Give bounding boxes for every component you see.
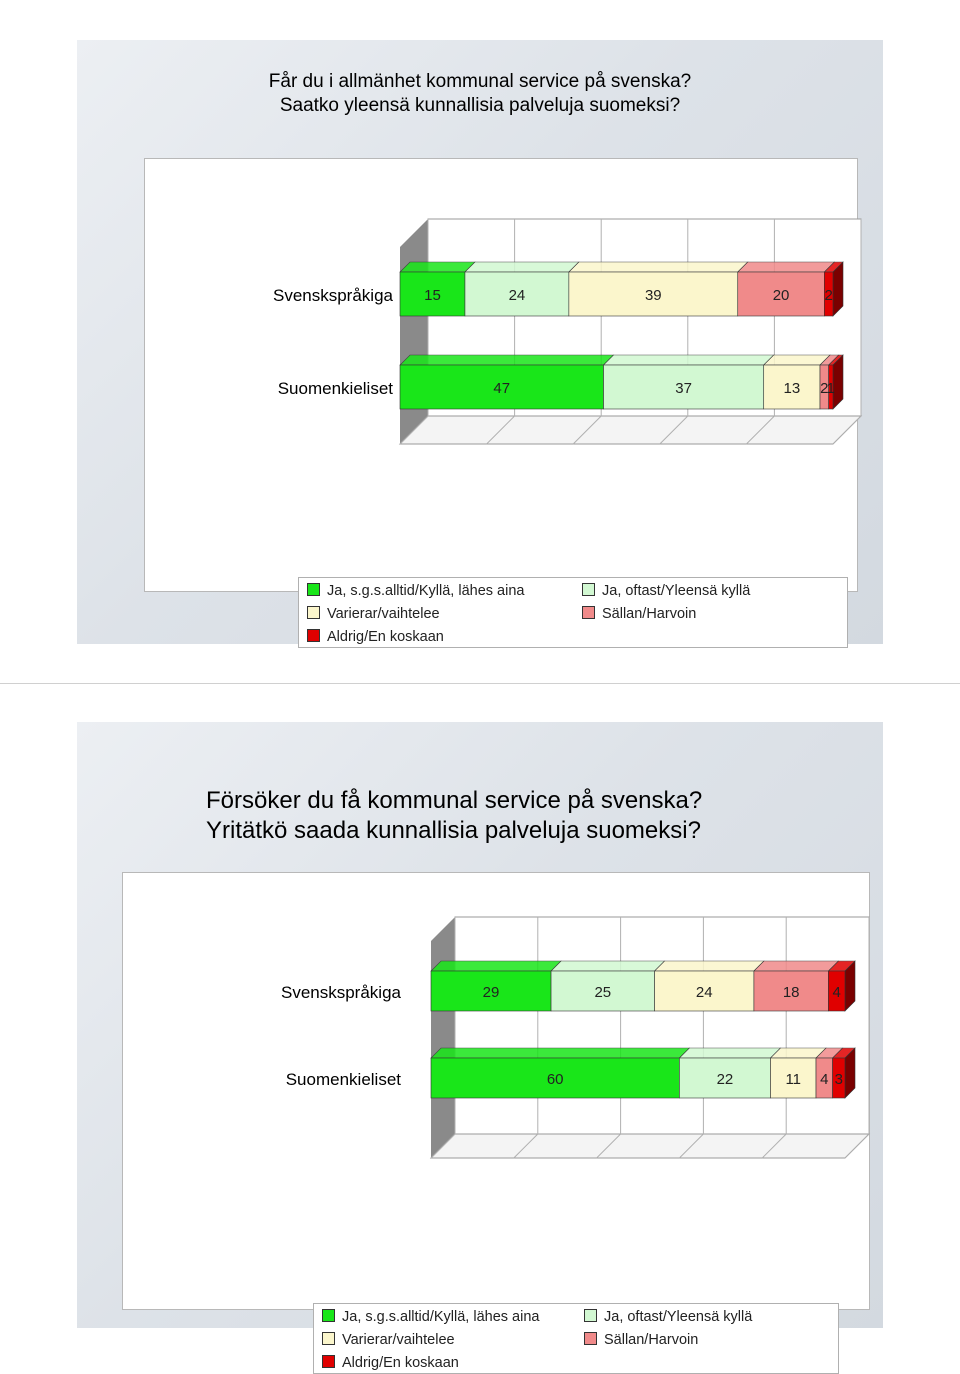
- bar-segment-top: [738, 262, 835, 272]
- legend-label: Ja, oftast/Yleensä kyllä: [604, 1309, 753, 1325]
- legend-item: [322, 1308, 539, 1326]
- category-label: Suomenkieliset: [277, 379, 393, 398]
- data-label: 13: [783, 380, 801, 397]
- legend-swatch: [584, 1309, 597, 1322]
- legend-swatch: [307, 629, 320, 642]
- chart-1-legend: [298, 577, 848, 648]
- chart-2-plot: [123, 873, 869, 1309]
- bar-segment-top: [655, 961, 764, 971]
- legend-label: Varierar/vaihtelee: [327, 606, 440, 622]
- category-label: Svenskspråkiga: [280, 983, 401, 1002]
- chart-1-title-line-2: Saatko yleensä kunnallisia palveluja suomeksi?: [279, 95, 681, 116]
- chart-2-title-line-1: Försöker du få kommunal service på svenska?: [206, 787, 703, 814]
- slide-2: [77, 722, 883, 1371]
- data-label: 24: [695, 984, 713, 1001]
- legend-item: [584, 1331, 698, 1349]
- bar-segment-top: [431, 1048, 689, 1058]
- bar-segment-top: [764, 355, 830, 365]
- legend-swatch: [322, 1332, 335, 1345]
- bar-segment-top: [465, 262, 579, 272]
- legend-swatch: [322, 1355, 335, 1368]
- data-label: 11: [785, 1071, 802, 1088]
- legend-swatch: [307, 583, 320, 596]
- data-label: 4: [820, 1071, 829, 1088]
- data-label: 18: [782, 984, 800, 1001]
- data-label: 20: [772, 287, 790, 304]
- legend-swatch: [584, 1332, 597, 1345]
- data-label: 22: [716, 1071, 734, 1088]
- legend-label: Ja, s.g.s.alltid/Kyllä, lähes aina: [327, 583, 525, 599]
- floor: [431, 1134, 869, 1158]
- data-label: 39: [644, 287, 662, 304]
- chart-2-area: [122, 872, 870, 1371]
- data-label: 15: [424, 287, 441, 304]
- data-label: 60: [546, 1071, 564, 1088]
- legend-item: [322, 1331, 455, 1349]
- legend-label: Sällan/Harvoin: [602, 606, 697, 622]
- legend-label: Aldrig/En koskaan: [327, 629, 444, 645]
- slide-1: [77, 40, 883, 644]
- data-label: 1: [826, 380, 836, 397]
- category-label: Suomenkieliset: [285, 1070, 401, 1089]
- floor: [400, 416, 861, 444]
- chart-2-legend: [313, 1303, 839, 1374]
- chart-2-title: [206, 786, 866, 846]
- page-separator: [0, 683, 960, 684]
- bar-segment-top: [754, 961, 839, 971]
- data-label: 3: [834, 1071, 843, 1088]
- side-wall: [400, 219, 428, 444]
- bar-end-face: [833, 262, 843, 316]
- chart-1-area: [144, 158, 858, 645]
- bar-segment-top: [569, 262, 748, 272]
- legend-label: Sällan/Harvoin: [604, 1332, 699, 1348]
- data-label: 2: [820, 380, 829, 397]
- chart-2-title-line-2: Yritätkö saada kunnallisia palveluja suomeksi?: [206, 817, 701, 844]
- legend-item: [582, 605, 696, 623]
- legend-label: Ja, oftast/Yleensä kyllä: [602, 583, 751, 599]
- bar-segment-top: [431, 961, 561, 971]
- legend-swatch: [582, 583, 595, 596]
- data-label: 24: [508, 287, 526, 304]
- side-wall: [431, 917, 455, 1158]
- legend-item: [307, 605, 440, 623]
- category-label: Svenskspråkiga: [272, 286, 393, 305]
- legend-swatch: [582, 606, 595, 619]
- data-label: 47: [493, 380, 511, 397]
- data-label: 37: [675, 380, 692, 397]
- back-wall: [455, 917, 869, 1134]
- legend-label: Aldrig/En koskaan: [342, 1355, 459, 1371]
- data-label: 2: [824, 287, 833, 304]
- legend-label: Varierar/vaihtelee: [342, 1332, 455, 1348]
- legend-swatch: [322, 1309, 335, 1322]
- legend-item: [307, 582, 524, 600]
- chart-1-title: [77, 70, 883, 118]
- bar-segment-top: [551, 961, 665, 971]
- data-label: 25: [594, 984, 612, 1001]
- legend-label: Ja, s.g.s.alltid/Kyllä, lähes aina: [342, 1309, 540, 1325]
- bar-segment-top: [400, 262, 475, 272]
- data-label: 29: [482, 984, 500, 1001]
- chart-1-title-line-1: Får du i allmänhet kommunal service på svenska?: [268, 71, 692, 92]
- legend-item: [582, 582, 750, 600]
- bar-segment-top: [679, 1048, 780, 1058]
- bar-segment-top: [604, 355, 774, 365]
- legend-item: [584, 1308, 752, 1326]
- legend-swatch: [307, 606, 320, 619]
- chart-1-plot: [145, 159, 857, 591]
- data-label: 4: [832, 984, 841, 1001]
- legend-item: [322, 1354, 459, 1372]
- bar-segment-top: [400, 355, 614, 365]
- legend-item: [307, 628, 444, 646]
